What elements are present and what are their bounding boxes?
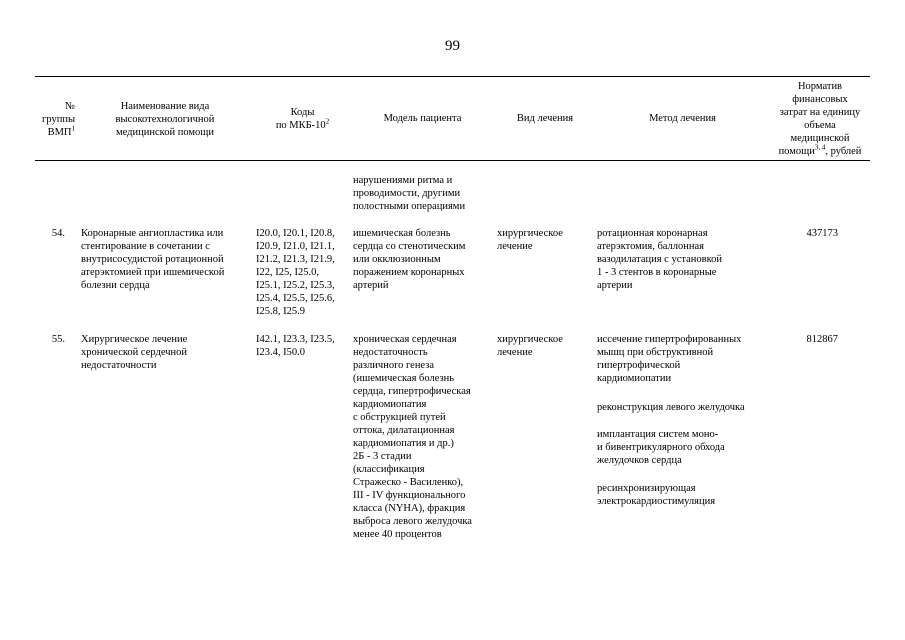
row-treatment-method: ресинхронизирующая электрокардиостимуляция	[597, 483, 716, 507]
row-patient-model: ишемическая болезнь сердца со стенотическим или окклюзионным поражением коронарных артерий	[353, 228, 466, 291]
row-number: 54.	[51, 228, 65, 239]
header-care-type-name: Наименование вида высокотехнологичной медицинской помощи	[115, 101, 215, 138]
header-group-number: № группы ВМП$^1$	[42, 101, 75, 138]
table-header-bottom-rule	[35, 160, 870, 161]
row-financial-norm: 437173	[806, 228, 838, 239]
row-treatment-method: реконструкция левого желудочка	[597, 402, 745, 413]
row-treatment-method: имплантация систем моно- и бивентрикулярного обхода желудочков сердца	[597, 429, 725, 466]
table-top-rule	[35, 76, 870, 77]
continued-patient-model: нарушениями ритма и проводимости, другими полостными операциями	[353, 175, 466, 212]
row-treatment-type: хирургическое лечение	[497, 228, 563, 252]
header-treatment-method: Метод лечения	[649, 113, 716, 124]
row-treatment-method: ротационная коронарная атерэктомия, баллонная вазодилатация с установкой 1 - 3 стентов в коронарные артерии	[597, 228, 723, 291]
header-icd-codes: Коды по МКБ-$10^2$	[275, 107, 330, 131]
row-treatment-type: хирургическое лечение	[497, 334, 563, 358]
row-care-type-name: Хирургическое лечение хронической сердечной недостаточности	[81, 334, 188, 371]
header-patient-model: Модель пациента	[383, 113, 462, 124]
row-icd-codes: I20.0, I20.1, I20.8, I20.9, I21.0, I21.1, I21.2, I21.3, I21.9, I22, I25, I25.0, I25.1, I25.2, I25.3, I25.4, I25.5, I25.6, I25.8, I25.9	[256, 228, 335, 317]
header-financial-norm: Норматив финансовых затрат на единицу объема медицинской помощи$^{3, 4}$, рублей	[778, 81, 862, 157]
row-patient-model: хроническая сердечная недостаточность различного генеза (ишемическая болезнь сердца, гипертрофическая кардиомиопатия с обструкцией путей оттока, дилатационная кардиомиопатия и др.) 2Б - 3 стадии (классификация Стражеско - Василенко), III - IV функционального класса (NYHA), фракция выброса левого желудочка менее 40 процентов	[353, 334, 472, 540]
row-number: 55.	[51, 334, 65, 345]
page-number: 99	[445, 38, 460, 54]
row-financial-norm: 812867	[806, 334, 838, 345]
header-treatment-type: Вид лечения	[516, 113, 574, 124]
row-icd-codes: I42.1, I23.3, I23.5, I23.4, I50.0	[256, 334, 335, 358]
row-treatment-method: иссечение гипертрофированных мышц при обструктивной гипертрофической кардиомиопатии	[597, 334, 742, 384]
row-care-type-name: Коронарные ангиопластика или стентирование в сочетании с внутрисосудистой ротационной атерэктомией при ишемической болезни сердца	[81, 228, 225, 291]
